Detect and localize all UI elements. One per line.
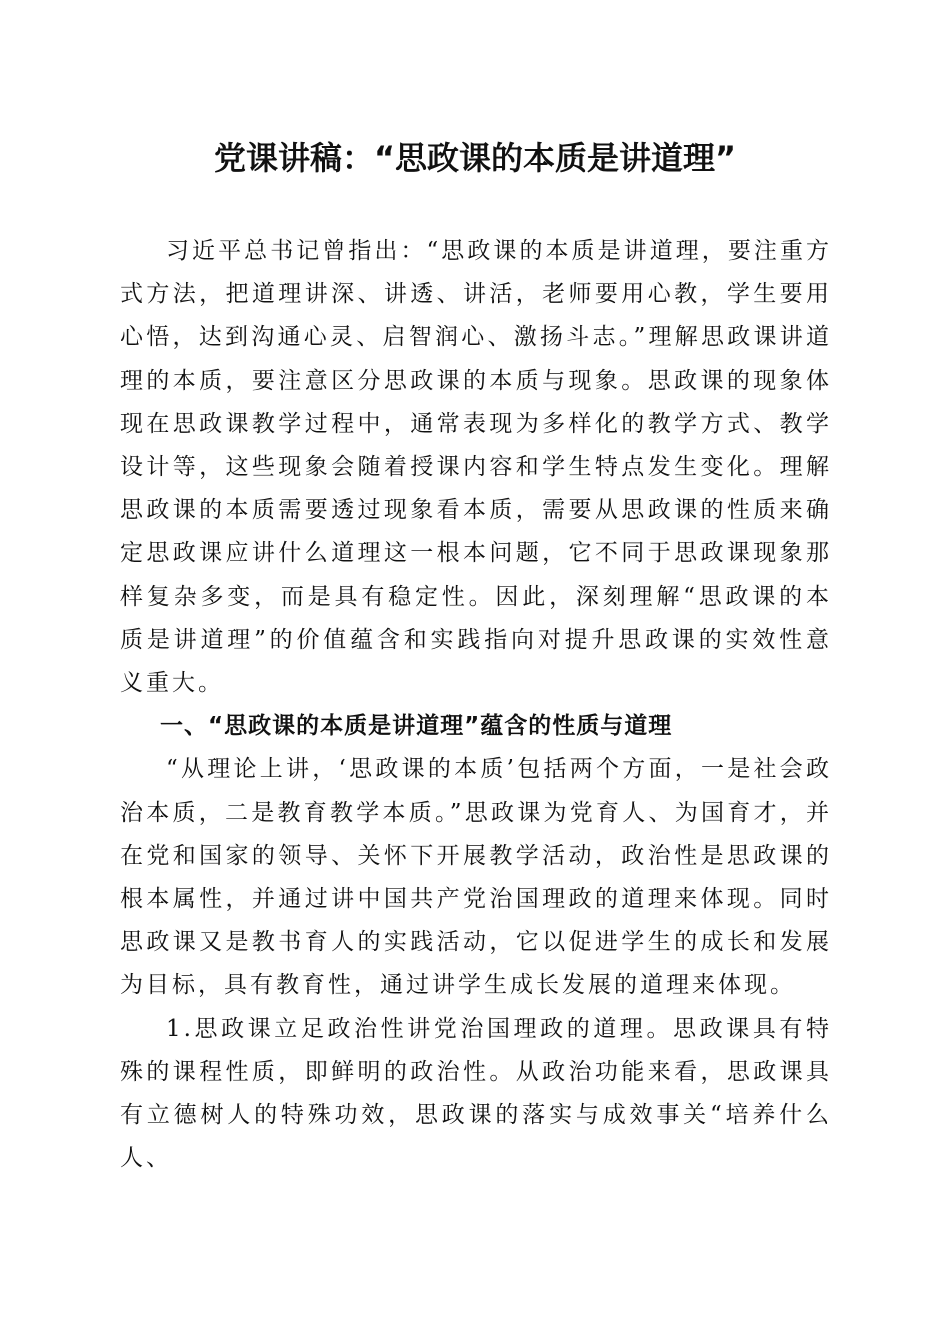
document-body [120, 230, 832, 1180]
point-paragraph: 1.思政课立足政治性讲党治国理政的道理。思政课具有特殊的课程性质，即鲜明的政治性。从政治功能来看，思政课具有立德树人的特殊功效，思政课的落实与成效事关“培养什么人、 [120, 1015, 832, 1172]
section-paragraph: “从理论上讲，‘思政课的本质’包括两个方面，一是社会政治本质，二是教育教学本质。”思政课为党育人、为国育才，并在党和国家的领导、关怀下开展教学活动，政治性是思政课的根本属性，并通过讲中国共产党治国理政的道理来体现。同时思政课又是教书育人的实践活动，它以促进学生的成长和发展为目标，具有教育性，通过讲学生成长发展的道理来体现。 [120, 756, 832, 999]
intro-paragraph: 习近平总书记曾指出：“思政课的本质是讲道理，要注重方式方法，把道理讲深、讲透、讲活，老师要用心教，学生要用心悟，达到沟通心灵、启智润心、激扬斗志。”理解思政课讲道理的本质，要注意区分思政课的本质与现象。思政课的现象体现在思政课教学过程中，通常表现为多样化的教学方式、教学设计等，这些现象会随着授课内容和学生特点发生变化。理解思政课的本质需要透过现象看本质，需要从思政课的性质来确定思政课应讲什么道理这一根本问题，它不同于思政课现象那样复杂多变，而是具有稳定性。因此，深刻理解“思政课的本质是讲道理”的价值蕴含和实践指向对提升思政课的实效性意义重大。 [120, 238, 832, 697]
section-heading: 一、“思政课的本质是讲道理”蕴含的性质与道理 [160, 713, 673, 740]
document-title: 党课讲稿：“思政课的本质是讲道理” [213, 139, 737, 177]
